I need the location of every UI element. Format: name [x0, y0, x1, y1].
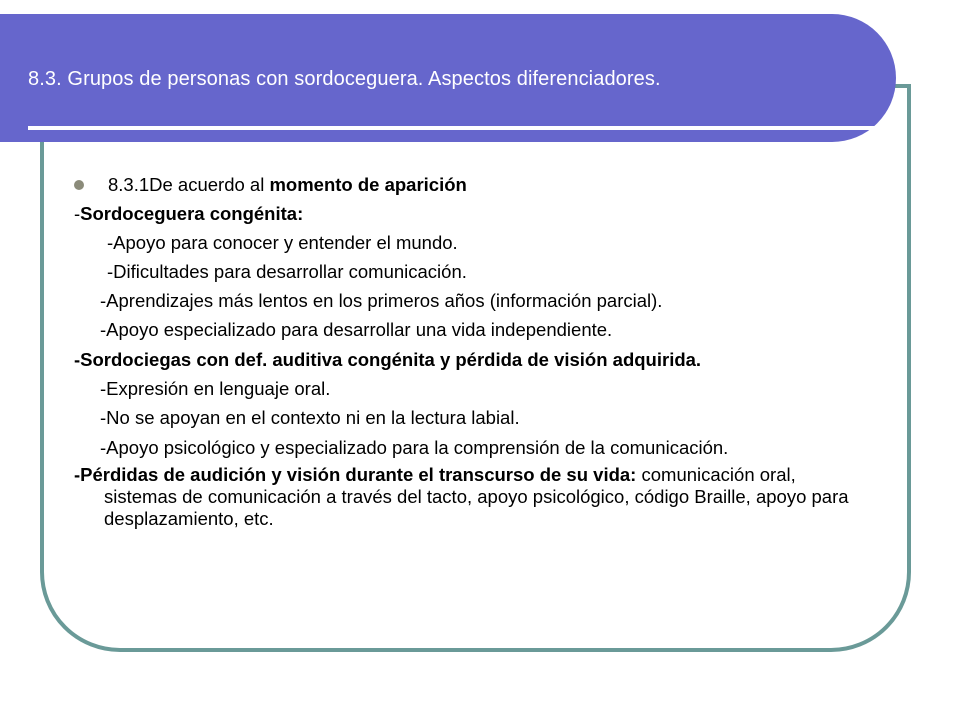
congenita-heading-text: Sordoceguera congénita: [80, 203, 304, 224]
congenita-item: -Apoyo especializado para desarrollar una vida independiente. [100, 319, 613, 340]
congenita-item: -Aprendizajes más lentos en los primeros años (información parcial). [100, 290, 663, 311]
congenita-item: -Apoyo para conocer y entender el mundo. [107, 232, 458, 253]
slide-body [74, 170, 854, 533]
bullet-prefix: 8.3.1De acuerdo al [108, 174, 270, 195]
congenita-heading [74, 199, 854, 228]
auditiva-item: -Apoyo psicológico y especializado para la comprensión de la comunicación. [100, 437, 729, 458]
perdidas-text: comunicación oral, sistemas de comunicación a través del tacto, apoyo psicológico, código Braille, apoyo para desplazamiento, etc. [104, 464, 849, 529]
auditiva-item: -Expresión en lenguaje oral. [100, 378, 331, 399]
perdidas-paragraph [74, 464, 854, 530]
congenita-dash: - [74, 203, 81, 224]
auditiva-heading [74, 349, 854, 371]
bullet-bold: momento de aparición [269, 174, 467, 195]
title-rule [28, 126, 876, 130]
slide-title: 8.3. Grupos de personas con sordoceguera. Aspectos diferenciadores. [28, 68, 661, 90]
bullet-item [74, 170, 854, 199]
auditiva-heading-text: -Sordociegas con def. auditiva congénita y pérdida de visión adquirida. [74, 349, 702, 370]
auditiva-item: -No se apoyan en el contexto ni en la lectura labial. [100, 407, 520, 428]
perdidas-heading: -Pérdidas de audición y visión durante el transcurso de su vida: [74, 464, 637, 485]
congenita-item: -Dificultades para desarrollar comunicación. [107, 261, 467, 282]
bullet-icon [74, 180, 84, 190]
